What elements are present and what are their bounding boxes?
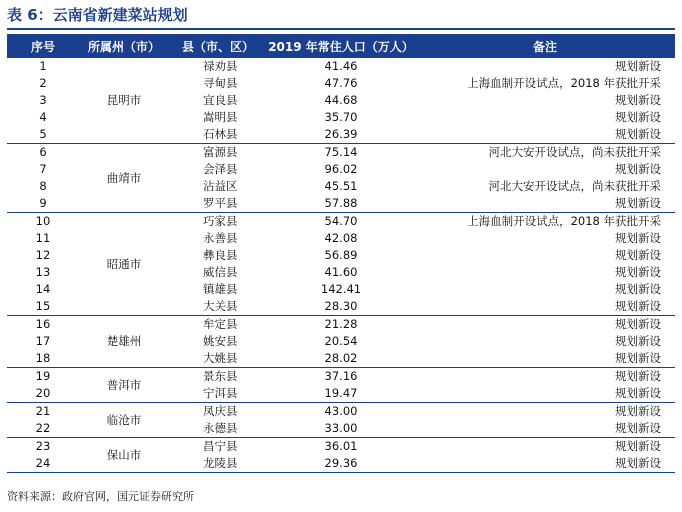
cell-population: 56.89: [324, 248, 358, 262]
cell-index: 4: [39, 110, 47, 124]
cell-population: 96.02: [324, 162, 358, 176]
cell-index: 13: [35, 265, 51, 279]
cell-note: 河北大安开设试点，尚未获批开采: [488, 179, 661, 193]
cell-note: 规划新设: [415, 126, 675, 144]
cell-county: 彝良县: [203, 248, 238, 262]
cell-index: 10: [35, 214, 51, 228]
cell-county: 沾益区: [203, 179, 238, 193]
cell-population: 57.88: [267, 195, 415, 213]
cell-county: 牟定县: [203, 317, 238, 331]
header-city: 所属州（市）: [79, 34, 169, 58]
cell-note: 规划新设: [615, 404, 661, 418]
table-row: [7, 403, 675, 421]
cell-index: 16: [35, 317, 51, 331]
table-body: [7, 58, 675, 473]
cell-index: 8: [39, 179, 47, 193]
cell-city: 昆明市: [79, 58, 169, 144]
cell-population: 28.30: [267, 298, 415, 316]
cell-population: 41.60: [324, 265, 358, 279]
cell-population: 45.51: [324, 179, 358, 193]
cell-note: 规划新设: [615, 334, 661, 348]
cell-population: 33.00: [267, 420, 415, 438]
cell-index: 6: [39, 145, 47, 159]
cell-city: 昭通市: [79, 213, 169, 316]
source-note: 资料来源：政府官网，国元证券研究所: [7, 490, 194, 503]
cell-note: 规划新设: [615, 93, 661, 107]
cell-county: 景东县: [203, 369, 238, 383]
cell-note: 上海血制开设试点，2018 年获批开采: [467, 214, 661, 228]
cell-county: 姚安县: [203, 334, 238, 348]
cell-note: 规划新设: [415, 385, 675, 403]
cell-county: 凤庆县: [203, 404, 238, 418]
cell-index: 19: [35, 369, 51, 383]
cell-population: 43.00: [324, 404, 358, 418]
table-row: [7, 58, 675, 75]
cell-note: 规划新设: [415, 350, 675, 368]
header-row: [7, 34, 675, 58]
cell-note: 规划新设: [615, 265, 661, 279]
cell-index: 21: [35, 404, 51, 418]
cell-county: 昌宁县: [203, 439, 238, 453]
cell-county: 嵩明县: [203, 110, 238, 124]
cell-population: 29.36: [267, 455, 415, 473]
cell-index: 23: [35, 439, 51, 453]
cell-population: 35.70: [324, 110, 358, 124]
cell-city: 曲靖市: [79, 144, 169, 213]
cell-county: 龙陵县: [169, 455, 267, 473]
cell-population: 20.54: [324, 334, 358, 348]
cell-note: 规划新设: [615, 231, 661, 245]
cell-county: 宁洱县: [169, 385, 267, 403]
cell-index: 22: [7, 420, 79, 438]
cell-county: 会泽县: [203, 162, 238, 176]
cell-county: 大姚县: [169, 350, 267, 368]
county-table: [7, 34, 675, 473]
cell-population: 19.47: [267, 385, 415, 403]
cell-county: 威信县: [203, 265, 238, 279]
cell-county: 禄劝县: [203, 59, 238, 73]
cell-note: 规划新设: [615, 248, 661, 262]
cell-index: 11: [35, 231, 51, 245]
cell-county: 大关县: [169, 298, 267, 316]
cell-county: 永善县: [203, 231, 238, 245]
cell-index: 3: [39, 93, 47, 107]
cell-county: 罗平县: [169, 195, 267, 213]
cell-index: 2: [39, 76, 47, 90]
cell-population: 21.28: [324, 317, 358, 331]
cell-note: 规划新设: [615, 282, 661, 296]
header-population: 2019 年常住人口（万人）: [267, 34, 415, 58]
title-underline: [7, 28, 675, 30]
cell-note: 上海血制开设试点，2018 年获批开采: [467, 76, 661, 90]
cell-population: 42.08: [324, 231, 358, 245]
cell-index: 12: [35, 248, 51, 262]
cell-index: 18: [7, 350, 79, 368]
table-row: [7, 368, 675, 386]
table-row: [7, 144, 675, 162]
cell-population: 41.46: [324, 59, 358, 73]
cell-county: 镇雄县: [203, 282, 238, 296]
cell-index: 15: [7, 298, 79, 316]
cell-note: 规划新设: [615, 317, 661, 331]
cell-county: 宜良县: [203, 93, 238, 107]
cell-note: 规划新设: [615, 439, 661, 453]
table-row: [7, 316, 675, 334]
cell-note: 河北大安开设试点，尚未获批开采: [488, 145, 661, 159]
cell-note: 规划新设: [415, 298, 675, 316]
cell-note: 规划新设: [615, 162, 661, 176]
cell-note: 规划新设: [615, 369, 661, 383]
cell-population: 142.41: [320, 282, 362, 296]
cell-index: 17: [35, 334, 51, 348]
cell-index: 9: [7, 195, 79, 213]
cell-county: 富源县: [203, 145, 238, 159]
cell-city: 楚雄州: [79, 316, 169, 368]
cell-index: 14: [35, 282, 51, 296]
cell-note: 规划新设: [415, 195, 675, 213]
table-title: 表 6：云南省新建菜站规划: [7, 6, 188, 24]
cell-index: 24: [7, 455, 79, 473]
cell-population: 37.16: [324, 369, 358, 383]
cell-population: 36.01: [324, 439, 358, 453]
cell-county: 巧家县: [203, 214, 238, 228]
cell-index: 1: [39, 59, 47, 73]
cell-population: 44.68: [324, 93, 358, 107]
header-note: 备注: [415, 34, 675, 58]
table-row: [7, 438, 675, 456]
cell-county: 永德县: [169, 420, 267, 438]
cell-note: 规划新设: [415, 455, 675, 473]
cell-city: 保山市: [79, 438, 169, 473]
cell-city: 临沧市: [79, 403, 169, 438]
cell-index: 5: [7, 126, 79, 144]
cell-population: 47.76: [324, 76, 358, 90]
cell-note: 规划新设: [615, 59, 661, 73]
header-county: 县（市、区）: [169, 34, 267, 58]
cell-note: 规划新设: [415, 420, 675, 438]
cell-county: 寻甸县: [203, 76, 238, 90]
cell-population: 54.70: [324, 214, 358, 228]
cell-population: 75.14: [324, 145, 358, 159]
cell-city: 普洱市: [79, 368, 169, 403]
cell-index: 20: [7, 385, 79, 403]
header-index: 序号: [7, 34, 79, 58]
cell-index: 7: [39, 162, 47, 176]
cell-population: 28.02: [267, 350, 415, 368]
cell-population: 26.39: [267, 126, 415, 144]
cell-note: 规划新设: [615, 110, 661, 124]
table-row: [7, 213, 675, 231]
cell-county: 石林县: [169, 126, 267, 144]
